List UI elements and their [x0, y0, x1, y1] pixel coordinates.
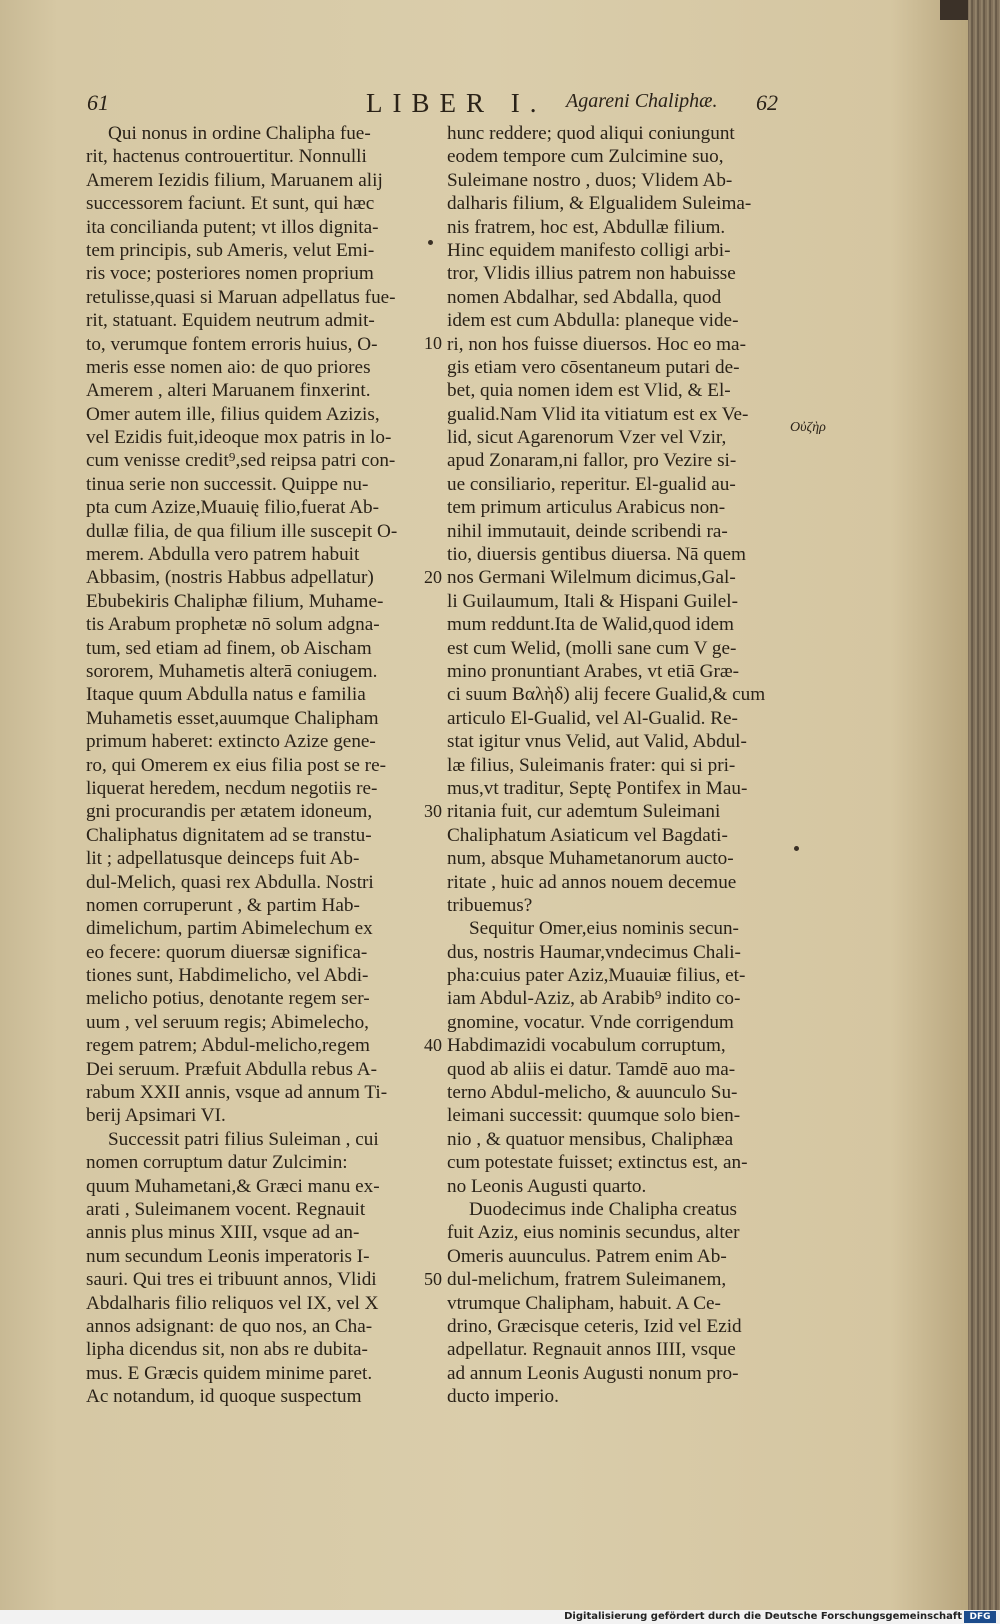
text-line: dullæ filia, de qua filium ille suscepit O- — [86, 520, 398, 542]
text-line: ue consiliario, reperitur. El-gualid au- — [447, 473, 736, 495]
text-line: articulo El-Gualid, vel Al-Gualid. Re- — [447, 707, 738, 729]
text-line: tio, diuersis gentibus diuersa. Nā quem — [447, 544, 746, 566]
text-line: dul-melichum, fratrem Suleimanem, — [447, 1269, 727, 1291]
text-line: gualid.Nam Vlid ita vitiatum est ex Ve- — [447, 403, 749, 425]
text-line: primum haberet: extincto Azize gene- — [86, 731, 376, 753]
text-line: li Guilaumum, Itali & Hispani Guilel- — [447, 590, 738, 612]
text-line: Chaliphatum Asiaticum vel Bagdati- — [447, 824, 728, 846]
text-line: mus. E Græcis quidem minime paret. — [86, 1362, 373, 1384]
text-line: Dei seruum. Præfuit Abdulla rebus A- — [86, 1058, 377, 1080]
text-line: mino pronuntiant Arabes, vt etiā Græ- — [447, 660, 740, 682]
text-line: tinua serie non successit. Quippe nu- — [86, 473, 369, 495]
text-line: Ebubekiris Chaliphæ filium, Muhame- — [86, 590, 384, 612]
line-number: 10 — [424, 332, 442, 353]
text-line: cum potestate fuisset; extinctus est, an- — [447, 1152, 748, 1174]
text-line: to, verumque fontem erroris huius, O- — [86, 333, 378, 355]
line-number: 30 — [424, 800, 442, 821]
text-line: lid, sicut Agarenorum Vzer vel Vzir, — [447, 427, 727, 449]
text-line: ducto imperio. — [447, 1386, 559, 1408]
text-line: nomen Abdalhar, sed Abdalla, quod — [447, 286, 722, 308]
text-line: regem patrem; Abdul-melicho,regem — [86, 1035, 370, 1057]
right-text-column — [447, 122, 787, 1408]
text-line: Itaque quum Abdulla natus e familia — [86, 684, 366, 706]
text-line: quum Muhametani,& Græci manu ex- — [86, 1175, 380, 1197]
dfg-logo: DFG — [964, 1611, 996, 1623]
digitization-footer — [0, 1610, 1000, 1624]
text-line: vel Ezidis fuit,ideoque mox patris in lo- — [86, 427, 392, 449]
text-line: gni procurandis per ætatem idoneum, — [86, 801, 373, 823]
text-line: Amerem , alteri Maruanem finxerint. — [86, 380, 371, 402]
text-line: melicho potius, denotante regem ser- — [86, 988, 370, 1010]
text-line: no Leonis Augusti quarto. — [447, 1175, 647, 1197]
text-line: pha:cuius pater Aziz,Muauiæ filius, et- — [447, 965, 746, 987]
text-line: liquerat heredem, necdum negotiis re- — [86, 777, 378, 799]
text-line: annis plus minus XIII, vsque ad an- — [86, 1222, 360, 1244]
text-line: ci suum Βαλὴδ) alij fecere Gualid,& cum — [447, 684, 766, 706]
text-line: Abbasim, (nostris Habbus adpellatur) — [86, 567, 374, 589]
line-number: 40 — [424, 1034, 442, 1055]
text-line: retulisse,quasi si Maruan adpellatus fue- — [86, 286, 396, 308]
page-stack-edge — [968, 0, 1000, 1610]
text-line: fuit Aziz, eius nominis secundus, alter — [447, 1222, 740, 1244]
text-line: dus, nostris Haumar,vndecimus Chali- — [447, 941, 741, 963]
text-line: pta cum Azize,Muauię filio,fuerat Ab- — [86, 497, 380, 519]
text-line: eo fecere: quorum diuersæ significa- — [86, 941, 368, 963]
left-text-column — [86, 122, 422, 1408]
text-line: ita concilianda putent; vt illos dignita- — [86, 216, 379, 238]
text-line: merem. Abdulla vero patrem habuit — [86, 544, 360, 566]
text-line: tis Arabum prophetæ nō solum adgna- — [86, 614, 380, 636]
text-line: tum, sed etiam ad finem, ob Aischam — [86, 637, 372, 659]
text-line: est cum Welid, (molli sane cum V ge- — [447, 637, 737, 659]
text-line: Omeris auunculus. Patrem enim Ab- — [447, 1245, 727, 1267]
text-line: adpellatur. Regnauit annos IIII, vsque — [447, 1339, 736, 1361]
text-line: Omer autem ille, filius quidem Azizis, — [86, 403, 380, 425]
text-line: Successit patri filius Suleiman , cui — [108, 1128, 379, 1150]
footer-credit: Digitalisierung gefördert durch die Deutsche Forschungsgemeinschaft — [564, 1611, 962, 1622]
text-line: ad annum Leonis Augusti nonum pro- — [447, 1362, 739, 1384]
text-line: sauri. Qui tres ei tribuunt annos, Vlidi — [86, 1269, 377, 1291]
text-line: num secundum Leonis imperatoris I- — [86, 1245, 370, 1267]
text-line: sororem, Muhametis alterā coniugem. — [86, 660, 378, 682]
text-line: rit, hactenus controuertitur. Nonnulli — [86, 146, 367, 168]
text-line: hunc reddere; quod aliqui coniungunt — [447, 123, 735, 144]
text-line: Chaliphatus dignitatem ad se transtu- — [86, 824, 372, 846]
text-line: tem principis, sub Ameris, velut Emi- — [86, 239, 375, 261]
ink-dot — [428, 240, 433, 245]
text-line: quod ab aliis ei datur. Tamdē auo ma- — [447, 1058, 736, 1080]
text-line: Habdimazidi vocabulum corruptum, — [447, 1035, 726, 1057]
text-line: terno Abdul-melicho, & auunculo Su- — [447, 1082, 738, 1104]
text-line: annos adsignant: de quo nos, an Cha- — [86, 1315, 373, 1337]
text-line: iam Abdul-Aziz, ab Arabib⁹ indito co- — [447, 988, 741, 1010]
text-line: eodem tempore cum Zulcimine suo, — [447, 146, 724, 168]
text-line: dalharis filium, & Elgualidem Suleima- — [447, 193, 752, 215]
text-line: ris voce; posteriores nomen proprium — [86, 263, 374, 285]
text-line: lit ; adpellatusque deinceps fuit Ab- — [86, 848, 360, 870]
text-line: nio , & quatuor mensibus, Chaliphæa — [447, 1128, 734, 1150]
margin-note-greek: Οὐζὴρ — [790, 420, 826, 435]
text-line: nomen corruptum datur Zulcimin: — [86, 1152, 348, 1174]
text-line: gnomine, vocatur. Vnde corrigendum — [447, 1011, 734, 1033]
text-line: mum reddunt.Ita de Walid,quod idem — [447, 614, 734, 636]
page-number-right: 62 — [756, 90, 778, 115]
text-line: nos Germani Wilelmum dicimus,Gal- — [447, 567, 736, 589]
text-line: meris esse nomen aio: de quo priores — [86, 356, 371, 378]
text-line: num, absque Muhametanorum aucto- — [447, 848, 734, 870]
text-line: berij Apsimari VI. — [86, 1105, 226, 1127]
text-line: uum , vel seruum regis; Abimelecho, — [86, 1011, 369, 1033]
text-line: Sequitur Omer,eius nominis secun- — [469, 918, 739, 940]
page-number-left: 61 — [87, 90, 109, 115]
text-line: successorem faciunt. Et sunt, qui hæc — [86, 193, 375, 215]
text-line: rit, statuant. Equidem neutrum admit- — [86, 310, 375, 332]
text-line: arati , Suleimanem vocent. Regnauit — [86, 1198, 366, 1220]
text-line: dimelichum, partim Abimelechum ex — [86, 918, 373, 940]
text-line: cum venisse credit⁹,sed reipsa patri con- — [86, 450, 396, 472]
text-line: vtrumque Chalipham, habuit. A Ce- — [447, 1292, 721, 1314]
text-line: gis etiam vero cōsentaneum putari de- — [447, 356, 740, 378]
text-line: ritania fuit, cur ademtum Suleimani — [447, 801, 721, 823]
text-line: Abdalharis filio reliquos vel IX, vel X — [86, 1292, 379, 1314]
text-line: dul-Melich, quasi rex Abdulla. Nostri — [86, 871, 374, 893]
text-line: nis fratrem, hoc est, Abdullæ filium. — [447, 216, 726, 238]
text-line: tiones sunt, Habdimelicho, vel Abdi- — [86, 965, 369, 987]
page-header — [0, 88, 968, 118]
text-line: Hinc equidem manifesto colligi arbi- — [447, 239, 731, 261]
text-line: ritate , huic ad annos nouem decemue — [447, 871, 737, 893]
text-line: Amerem Iezidis filium, Maruanem alij — [86, 169, 383, 191]
text-line: lipha dicendus sit, non abs re dubita- — [86, 1339, 368, 1361]
text-line: mus,vt traditur, Septę Pontifex in Mau- — [447, 777, 748, 799]
line-number: 20 — [424, 566, 442, 587]
text-line: leimani successit: quumque solo bien- — [447, 1105, 741, 1127]
text-line: rabum XXII annis, vsque ad annum Ti- — [86, 1082, 388, 1104]
running-title: LIBER I. — [366, 88, 547, 118]
text-line: apud Zonaram,ni fallor, pro Vezire si- — [447, 450, 737, 472]
text-line: Qui nonus in ordine Chalipha fue- — [108, 123, 371, 144]
text-line: læ filius, Suleimanis frater: qui si pri- — [447, 754, 736, 776]
text-line: Muhametis esset,auumque Chalipham — [86, 707, 379, 729]
line-number: 50 — [424, 1268, 442, 1289]
section-title: Agareni Chaliphæ. — [566, 90, 718, 112]
text-line: nihil immutauit, deinde scribendi ra- — [447, 520, 728, 542]
text-line: ro, qui Omerem ex eius filia post se re- — [86, 754, 386, 776]
text-line: tribuemus? — [447, 894, 533, 916]
text-line: nomen corruperunt , & partim Hab- — [86, 894, 360, 916]
text-line: tror, Vlidis illius patrem non habuisse — [447, 263, 736, 285]
text-line: drino, Græcisque ceteris, Izid vel Ezid — [447, 1315, 742, 1337]
text-line: ri, non hos fuisse diuersos. Hoc eo ma- — [447, 333, 746, 355]
text-line: idem est cum Abdulla: planeque vide- — [447, 310, 739, 332]
ink-dot — [794, 846, 799, 851]
text-line: Duodecimus inde Chalipha creatus — [469, 1198, 738, 1220]
text-line: tem primum articulus Arabicus non- — [447, 497, 726, 519]
text-line: bet, quia nomen idem est Vlid, & El- — [447, 380, 731, 402]
text-line: Ac notandum, id quoque suspectum — [86, 1386, 362, 1408]
text-line: Suleimane nostro , duos; Vlidem Ab- — [447, 169, 733, 191]
text-line: stat igitur vnus Velid, aut Valid, Abdul- — [447, 731, 747, 753]
